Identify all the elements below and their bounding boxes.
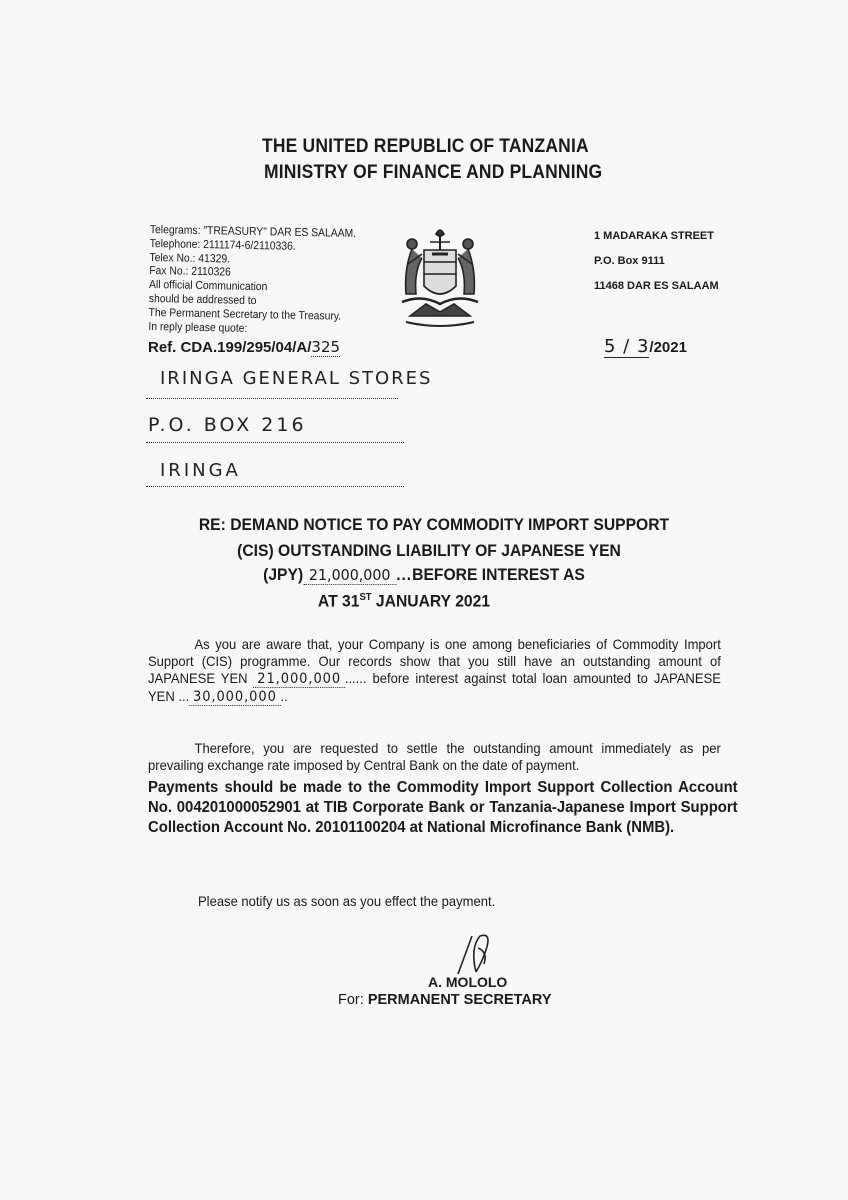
recipient-city-line [146, 456, 404, 487]
subject-line-4 [138, 592, 670, 612]
date-handwritten: 5 / 3 [604, 336, 650, 357]
date-year: /2021 [649, 339, 687, 356]
subject-jpy: (JPY) [263, 566, 304, 584]
address-block [594, 224, 719, 299]
subject-sup: ST [359, 592, 372, 603]
subject-amount: 21,000,000 [303, 566, 396, 585]
for-label: For: [338, 992, 368, 1008]
fax-line: Fax No.: 2110326 [149, 265, 231, 279]
city-line: 11468 DAR ES SALAAM [594, 280, 719, 292]
reference-line [148, 338, 340, 356]
paragraph-2: Therefore, you are requested to settle the outstanding amount immediately as per prevailing exchange rate imposed by Central Bank on the date of payment. [148, 740, 721, 773]
for-title: PERMANENT SECRETARY [367, 992, 552, 1008]
paragraph-notify: Please notify us as soon as you effect the payment. [198, 893, 496, 909]
pobox-line: P.O. Box 9111 [594, 255, 665, 267]
signatory-title [338, 992, 552, 1008]
telegrams-line: Telegrams: "TREASURY" DAR ES SALAAM. [149, 224, 357, 240]
recipient-name-line [146, 368, 433, 399]
telephone-line: Telephone: 2111174-6/2110336. [149, 237, 296, 253]
subject-at-31: AT 31 [317, 592, 360, 611]
subject-before-interest: BEFORE INTEREST AS [412, 566, 585, 584]
paragraph-1-amount-outstanding: 21,000,000 [254, 671, 345, 688]
subject-line-2: (CIS) OUTSTANDING LIABILITY OF JAPANESE YEN [237, 542, 621, 560]
reference-prefix: Ref. CDA.199/295/04/A/ [148, 339, 312, 356]
telex-line: Telex No.: 41329. [149, 251, 231, 266]
communication-note: All official Communication [148, 279, 268, 294]
recipient-pobox-line [146, 412, 404, 443]
signatory-name: A. MOLOLO [428, 974, 508, 990]
payment-instructions: Payments should be made to the Commodity Import Support Collection Account No. 004201000052901 at TIB Corporate Bank or Tanzania-Japanese Import Support Collection Account No. 20101100204 at National Microfinance Bank (NMB). [148, 779, 738, 836]
paragraph-1-text-b: before interest against total loan amounted to JAPANESE YEN [148, 670, 721, 704]
recipient-city: IRINGA [160, 460, 241, 481]
ministry-heading: MINISTRY OF FINANCE AND PLANNING [264, 162, 603, 183]
date-line [604, 336, 687, 357]
subject-line-1: RE: DEMAND NOTICE TO PAY COMMODITY IMPORT SUPPORT [198, 516, 670, 534]
paragraph-1-amount-total: 30,000,000 [189, 689, 280, 706]
addressed-note: should be addressed to [148, 292, 257, 308]
signature-icon [450, 928, 500, 978]
subject-line-3: (JPY) 21,000,000 ...BEFORE INTEREST AS [263, 566, 585, 584]
paragraph-1: As you are aware that, your Company is one among beneficiaries of Commodity Import Support (CIS) programme. Our records show that you still have an outstanding amount of JAPANESE YEN 21,000,000 ...... before interest against total loan amounted to JAPANESE YEN ... 30,000,000 .. [148, 636, 721, 705]
secretary-note: The Permanent Secretary to the Treasury. [148, 306, 342, 323]
coat-of-arms-icon [392, 224, 488, 328]
subject-january: JANUARY 2021 [371, 592, 491, 611]
reply-note: In reply please quote: [148, 320, 248, 335]
contact-block [148, 224, 356, 338]
republic-heading: THE UNITED REPUBLIC OF TANZANIA [262, 136, 589, 157]
recipient-pobox: P.O. BOX 216 [148, 414, 307, 436]
reference-number: 325 [311, 338, 341, 356]
street-line: 1 MADARAKA STREET [594, 230, 714, 242]
paragraph-1-text-a: As you are aware that, your Company is one among beneficiaries of Commodity Import Support (CIS) programme. Our records show that you still have an outstanding amount of JAPANESE YEN [148, 636, 721, 686]
recipient-name: IRINGA GENERAL STORES [160, 368, 433, 389]
